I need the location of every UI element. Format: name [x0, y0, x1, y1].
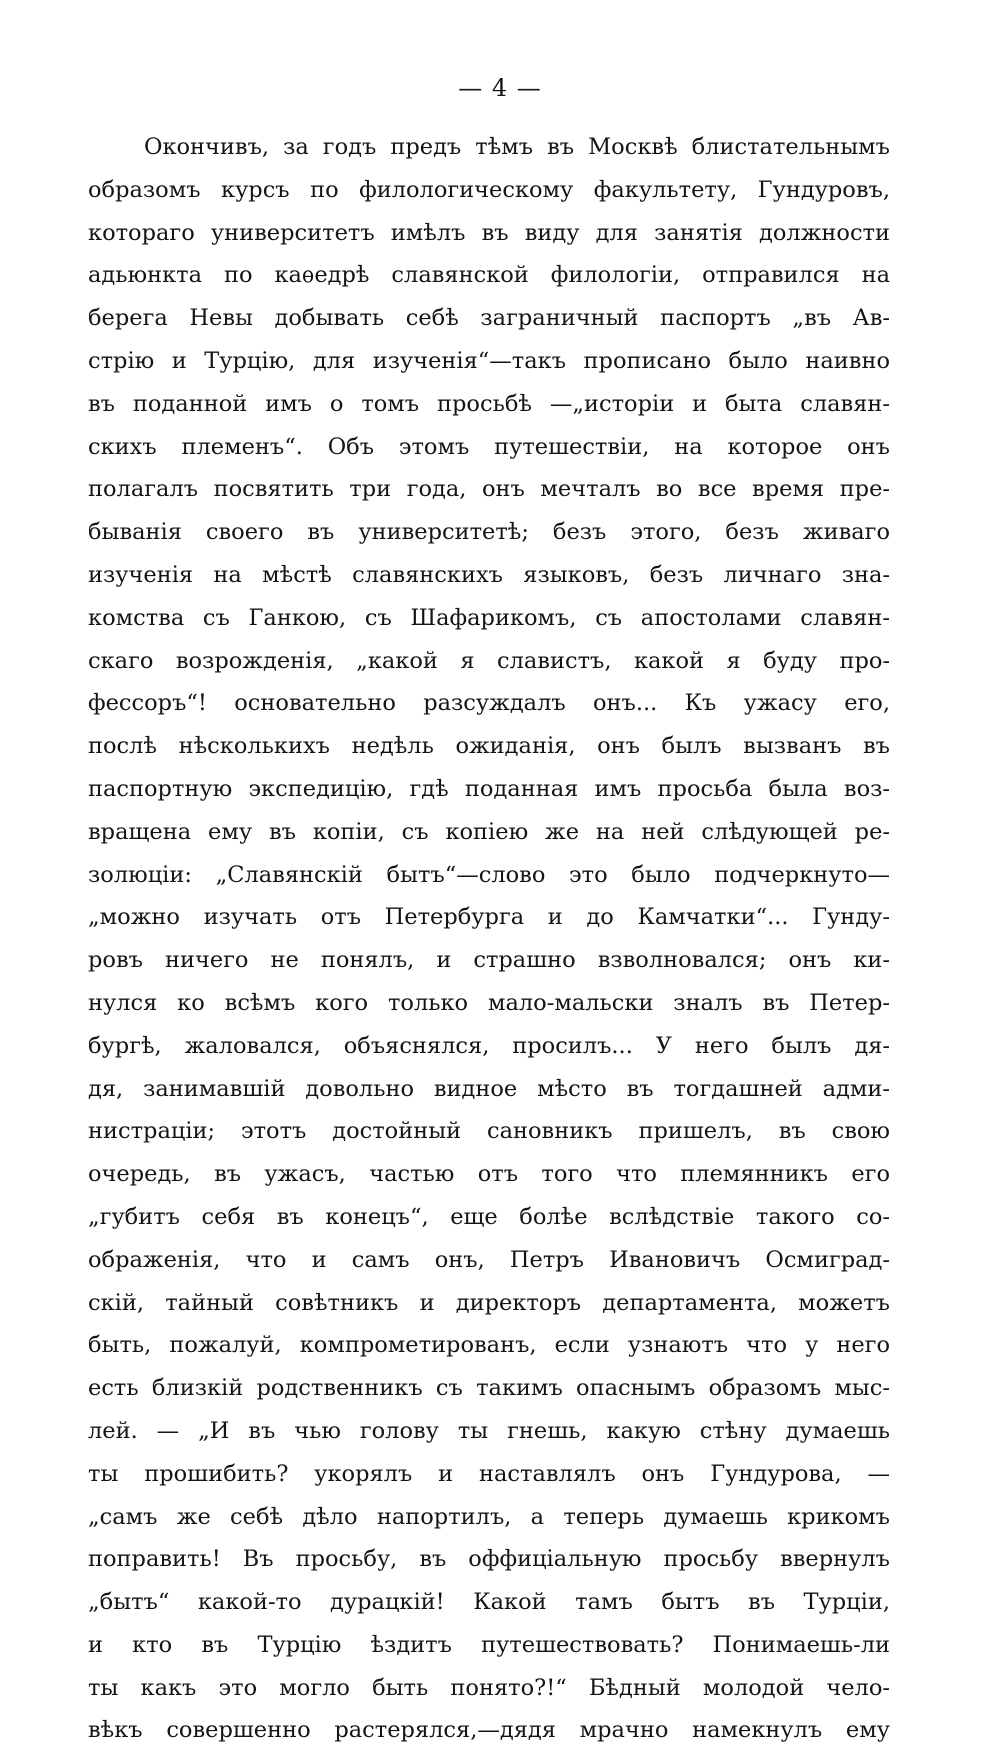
text-line: ровъ ничего не понялъ, и страшно взволновался; онъ ки-	[88, 947, 890, 974]
text-line: Окончивъ, за годъ предъ тѣмъ въ Москвѣ блистательнымъ	[144, 134, 890, 160]
text-line: ты прошибить? укорялъ и наставлялъ онъ Гундурова, —	[88, 1460, 890, 1487]
text-line: поправить! Въ просьбу, въ оффиціальную просьбу ввернулъ	[88, 1546, 890, 1573]
text-line: образомъ курсъ по филологическому факультету, Гундуровъ,	[88, 176, 890, 203]
text-line: „бытъ“ какой-то дурацкій! Какой тамъ бытъ въ Турціи,	[88, 1589, 890, 1616]
body-text	[88, 126, 890, 1752]
text-line: адьюнкта по каѳедрѣ славянской филологіи, отправился на	[88, 262, 890, 289]
text-line: скаго возрожденія, „какой я славистъ, какой я буду про-	[88, 647, 890, 674]
text-line: нулся ко всѣмъ кого только мало-мальски зналъ въ Петер-	[88, 989, 890, 1016]
page-number: — 4 —	[458, 74, 542, 102]
text-line: котораго университетъ имѣлъ въ виду для занятія должности	[88, 219, 890, 246]
text-line: нистраціи; этотъ достойный сановникъ пришелъ, въ свою	[88, 1118, 890, 1145]
text-line: вращена ему въ копіи, съ копіею же на ней слѣдующей ре-	[88, 818, 890, 845]
text-line: комства съ Ганкою, съ Шафарикомъ, съ апостолами славян-	[88, 604, 890, 631]
text-line: лей. — „И въ чью голову ты гнешь, какую стѣну думаешь	[88, 1417, 890, 1444]
text-line: быть, пожалуй, компрометированъ, если узнаютъ что у него	[88, 1332, 890, 1359]
text-line: ты какъ это могло быть понято?!“ Бѣдный молодой чело-	[88, 1674, 890, 1701]
text-line: очередь, въ ужасъ, частью отъ того что племянникъ его	[88, 1161, 890, 1188]
text-line: „самъ же себѣ дѣло напортилъ, а теперь думаешь крикомъ	[88, 1503, 890, 1530]
text-line: послѣ нѣсколькихъ недѣль ожиданія, онъ былъ вызванъ въ	[88, 733, 890, 760]
text-line: скій, тайный совѣтникъ и директоръ департамента, можетъ	[88, 1289, 890, 1316]
text-line: вѣкъ совершенно растерялся,—дядя мрачно намекнулъ ему	[88, 1717, 890, 1744]
text-line: дя, занимавшій довольно видное мѣсто въ тогдашней адми-	[88, 1075, 890, 1102]
text-line: бургѣ, жаловался, объяснялся, просилъ... У него былъ дя-	[88, 1032, 890, 1059]
text-line: и кто въ Турцію ѣздитъ путешествовать? Понимаешь-ли	[88, 1631, 890, 1658]
text-line: „можно изучать отъ Петербурга и до Камчатки“... Гунду-	[88, 904, 890, 931]
text-line: скихъ племенъ“. Объ этомъ путешествіи, на которое онъ	[88, 433, 890, 460]
text-line: стрію и Турцію, для изученія“—такъ прописано было наивно	[88, 347, 890, 374]
text-line: паспортную экспедицію, гдѣ поданная имъ просьба была воз-	[88, 775, 890, 802]
text-line: полагалъ посвятить три года, онъ мечталъ во все время пре-	[88, 476, 890, 503]
text-line: быванія своего въ университетѣ; безъ этого, безъ живаго	[88, 519, 890, 546]
text-line: въ поданной имъ о томъ просьбѣ —„исторіи и быта славян-	[88, 390, 890, 417]
text-line: изученія на мѣстѣ славянскихъ языковъ, безъ личнаго зна-	[88, 561, 890, 588]
text-line: золюціи: „Славянскій бытъ“—слово это было подчеркнуто—	[88, 861, 890, 888]
text-line: „губитъ себя въ конецъ“, еще болѣе вслѣдствіе такого со-	[88, 1203, 890, 1230]
text-line: ображенія, что и самъ онъ, Петръ Ивановичъ Осмиград-	[88, 1246, 890, 1273]
text-line: есть близкій родственникъ съ такимъ опаснымъ образомъ мыс-	[88, 1375, 890, 1402]
text-line: берега Невы добывать себѣ заграничный паспортъ „въ Ав-	[88, 305, 890, 332]
text-line: фессоръ“! основательно разсуждалъ онъ... Къ ужасу его,	[88, 690, 890, 717]
